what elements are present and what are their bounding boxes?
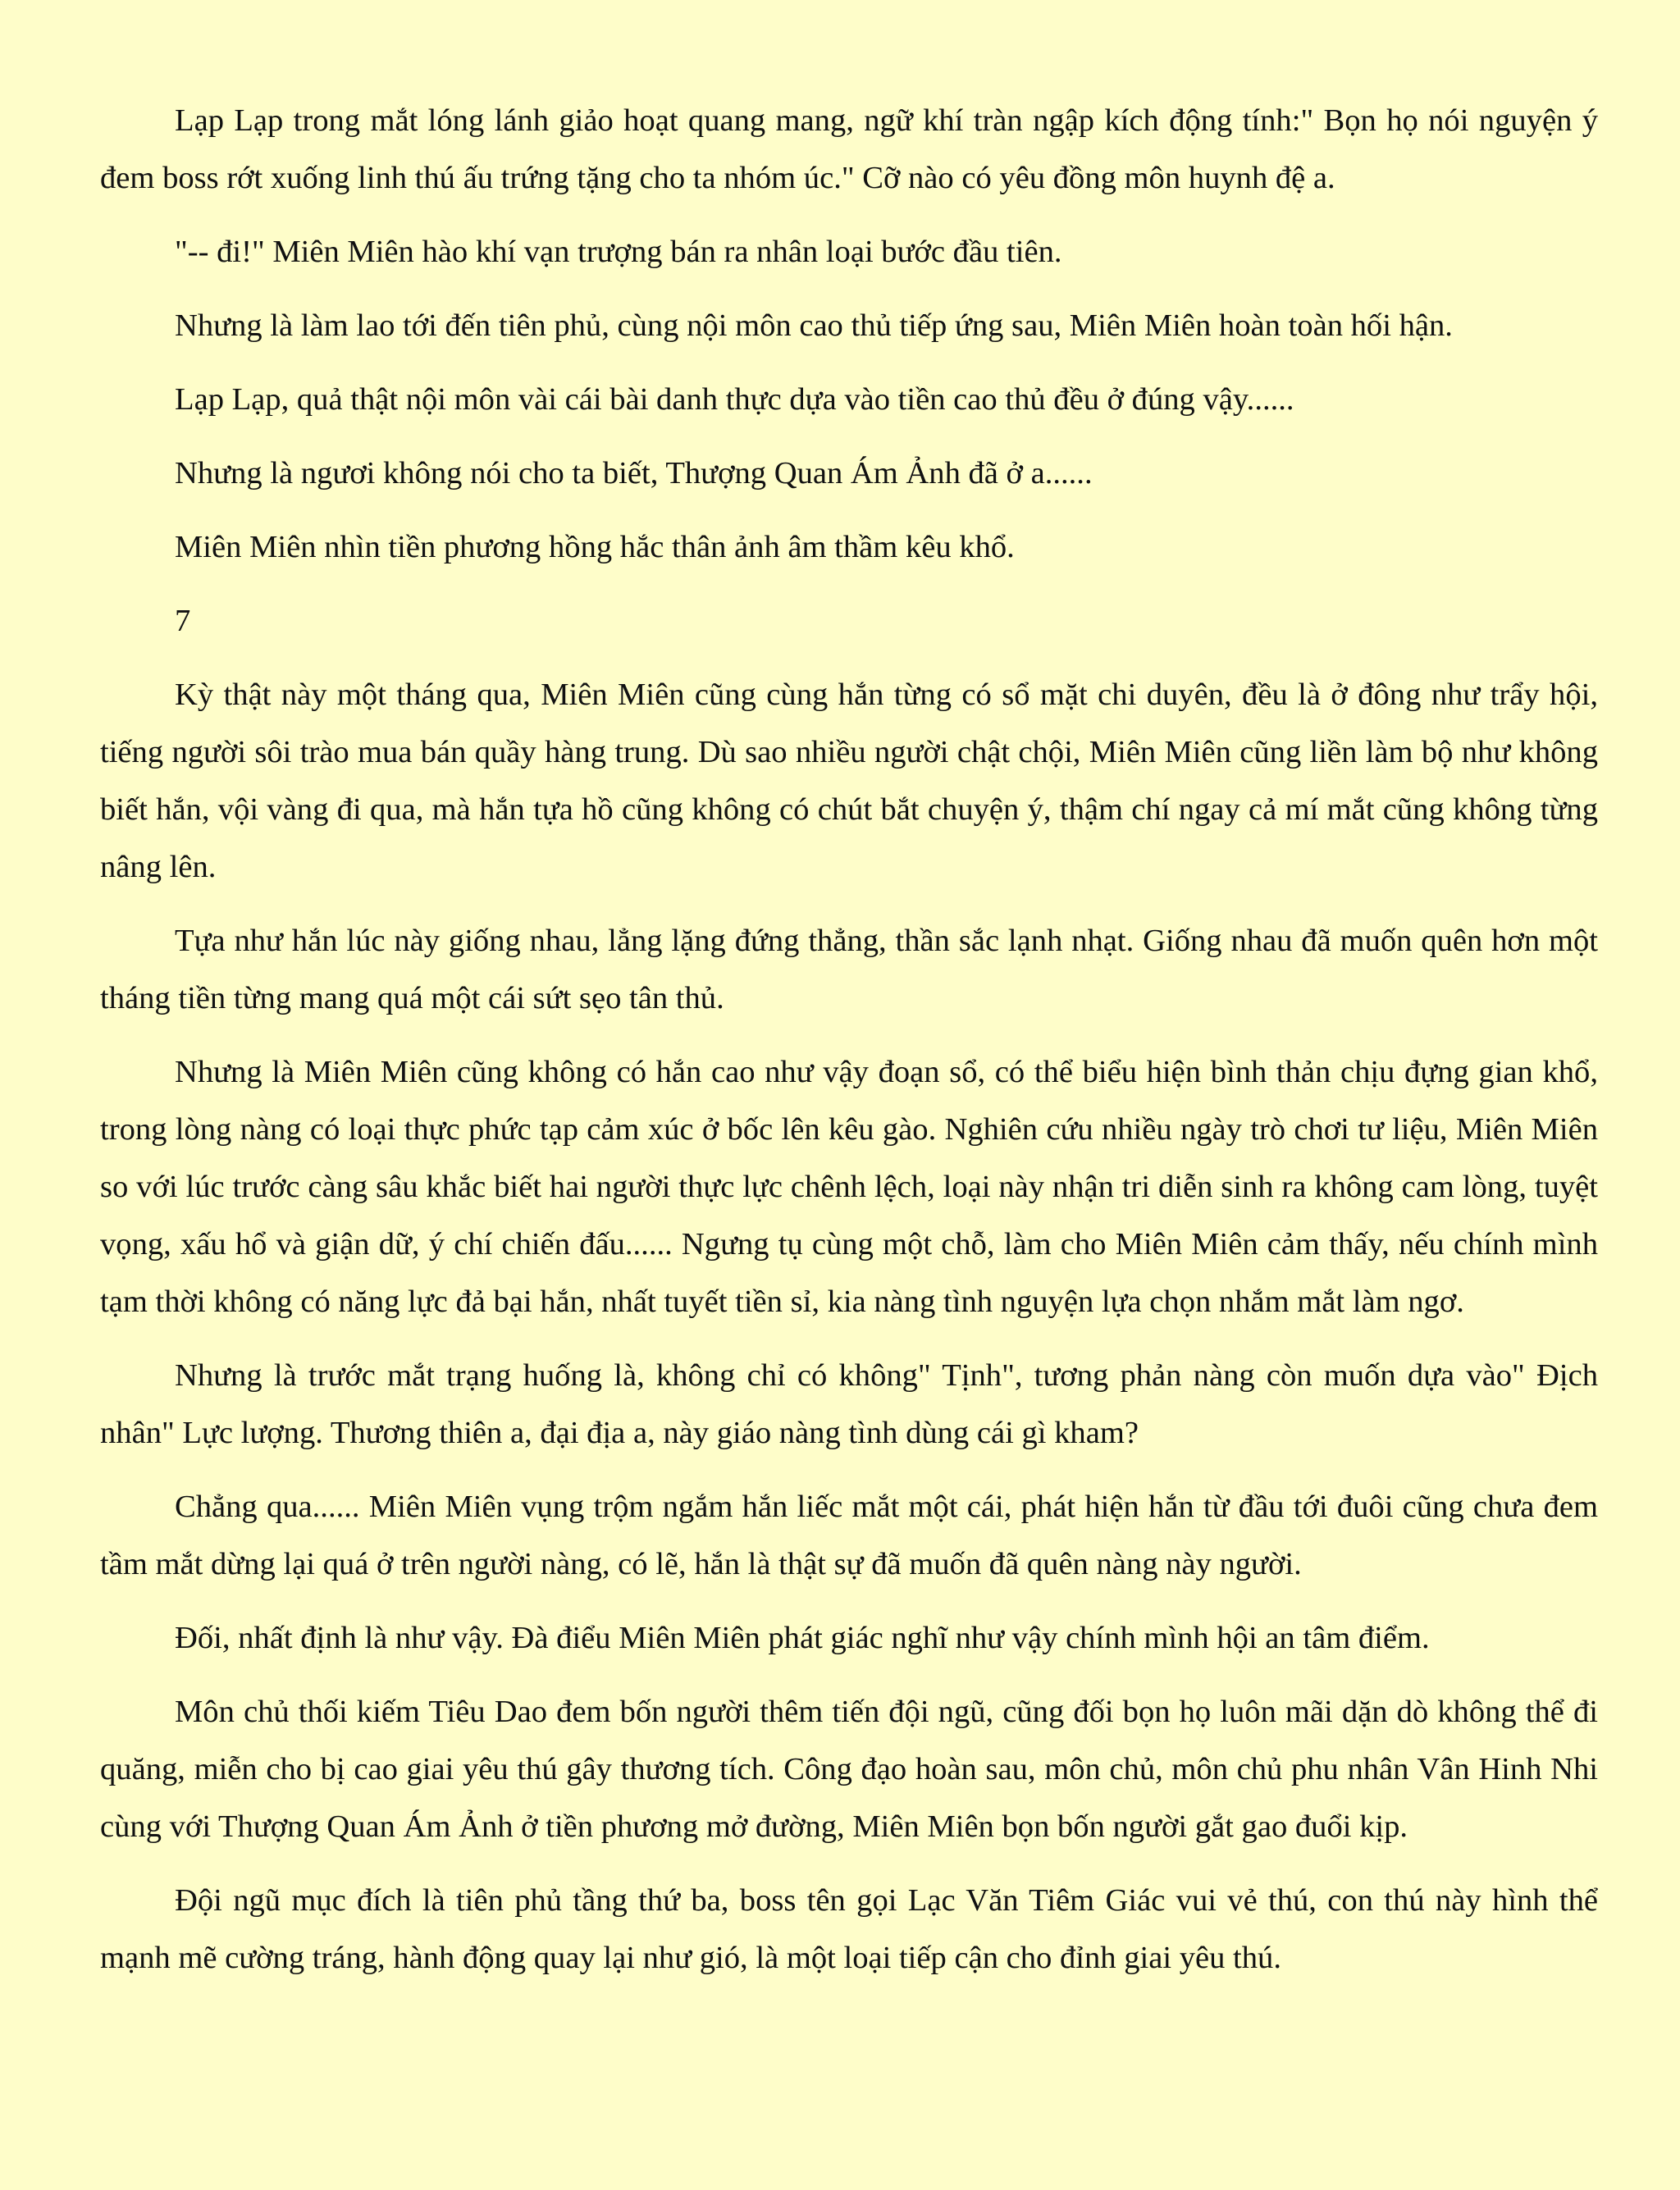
paragraph: Lạp Lạp trong mắt lóng lánh giảo hoạt quang mang, ngữ khí tràn ngập kích động tính:" Bọn họ nói nguyện ý đem boss rớt xuống linh thú ấu trứng tặng cho ta nhóm úc." Cỡ nào có yêu đồng môn huynh đệ a.: [100, 103, 1598, 195]
paragraph: Nhưng là trước mắt trạng huống là, không chỉ có không" Tịnh", tương phản nàng còn muốn dựa vào" Địch nhân" Lực lượng. Thương thiên a, đại địa a, này giáo nàng tình dùng cái gì kham?: [100, 1358, 1598, 1450]
document-page: [100, 92, 1598, 2003]
paragraph: Kỳ thật này một tháng qua, Miên Miên cũng cùng hắn từng có sổ mặt chi duyên, đều là ở đông như trẩy hội, tiếng người sôi trào mua bán quầy hàng trung. Dù sao nhiều người chật chội, Miên Miên cũng liền làm bộ như không biết hắn, vội vàng đi qua, mà hắn tựa hồ cũng không có chút bắt chuyện ý, thậm chí ngay cả mí mắt cũng không từng nâng lên.: [100, 678, 1598, 884]
paragraph: "-- đi!" Miên Miên hào khí vạn trượng bán ra nhân loại bước đầu tiên.: [175, 235, 1062, 269]
paragraph: Nhưng là Miên Miên cũng không có hắn cao như vậy đoạn sổ, có thể biểu hiện bình thản chịu đựng gian khổ, trong lòng nàng có loại thực phức tạp cảm xúc ở bốc lên kêu gào. Nghiên cứu nhiều ngày trò chơi tư liệu, Miên Miên so với lúc trước càng sâu khắc biết hai người thực lực chênh lệch, loại này nhận tri diễn sinh ra không cam lòng, tuyệt vọng, xấu hổ và giận dữ, ý chí chiến đấu...... Ngưng tụ cùng một chỗ, làm cho Miên Miên cảm thấy, nếu chính mình tạm thời không có năng lực đả bại hắn, nhất tuyết tiền sỉ, kia nàng tình nguyện lựa chọn nhắm mắt làm ngơ.: [100, 1055, 1598, 1319]
paragraph: Chẳng qua...... Miên Miên vụng trộm ngắm hắn liếc mắt một cái, phát hiện hắn từ đầu tới đuôi cũng chưa đem tầm mắt dừng lại quá ở trên người nàng, có lẽ, hắn là thật sự đã muốn đã quên nàng này người.: [100, 1490, 1598, 1581]
chapter-number: 7: [175, 604, 191, 638]
paragraph: Miên Miên nhìn tiền phương hồng hắc thân ảnh âm thầm kêu khổ.: [175, 530, 1015, 564]
paragraph: Lạp Lạp, quả thật nội môn vài cái bài danh thực dựa vào tiền cao thủ đều ở đúng vậy......: [175, 382, 1294, 417]
paragraph: Nhưng là làm lao tới đến tiên phủ, cùng nội môn cao thủ tiếp ứng sau, Miên Miên hoàn toàn hối hận.: [175, 308, 1453, 343]
paragraph: Nhưng là ngươi không nói cho ta biết, Thượng Quan Ám Ảnh đã ở a......: [175, 456, 1093, 490]
paragraph: Đối, nhất định là như vậy. Đà điểu Miên Miên phát giác nghĩ như vậy chính mình hội an tâm điểm.: [175, 1621, 1430, 1655]
paragraph: Tựa như hắn lúc này giống nhau, lẳng lặng đứng thẳng, thần sắc lạnh nhạt. Giống nhau đã muốn quên hơn một tháng tiền từng mang quá một cái sứt sẹo tân thủ.: [100, 924, 1598, 1015]
paragraph: Đội ngũ mục đích là tiên phủ tầng thứ ba, boss tên gọi Lạc Văn Tiêm Giác vui vẻ thú, con thú này hình thể mạnh mẽ cường tráng, hành động quay lại như gió, là một loại tiếp cận cho đỉnh giai yêu thú.: [100, 1883, 1598, 1975]
paragraph: Môn chủ thối kiếm Tiêu Dao đem bốn người thêm tiến đội ngũ, cũng đối bọn họ luôn mãi dặn dò không thể đi quăng, miễn cho bị cao giai yêu thú gây thương tích. Công đạo hoàn sau, môn chủ, môn chủ phu nhân Vân Hinh Nhi cùng với Thượng Quan Ám Ảnh ở tiền phương mở đường, Miên Miên bọn bốn người gắt gao đuổi kịp.: [100, 1695, 1598, 1844]
